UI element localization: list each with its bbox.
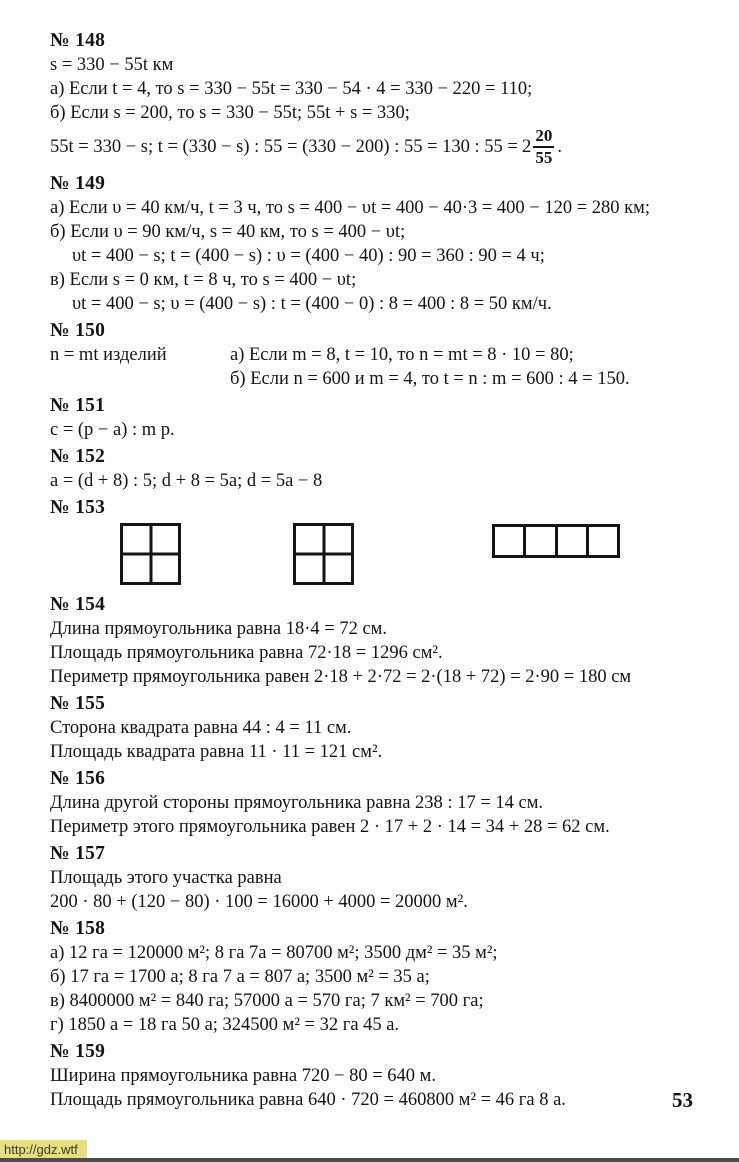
problem-150-given: n = mt изделий [50,345,167,365]
problem-158-item-v: в) 8400000 м² = 840 га; 57000 а = 570 га; 7 км² = 700 га; [50,991,484,1011]
problem-156-header: № 156 [50,768,106,789]
fraction [533,127,554,167]
problem-155-header: № 155 [50,693,106,714]
problem-152-header: № 152 [50,446,106,467]
problem-154-header: № 154 [50,594,106,615]
fraction-numerator: 20 [533,127,554,148]
problem-154-line-3: Периметр прямоугольника равен 2·18 + 2·72 = 2·(18 + 72) = 2·90 = 180 см [50,667,632,687]
gdz-watermark: http://gdz.wtf [0,1140,87,1159]
problem-150-item-b: б) Если n = 600 и m = 4, то t = n : m = 600 : 4 = 150. [230,369,630,389]
grid-horizontal-line [296,553,351,556]
problem-152-line: a = (d + 8) : 5; d + 8 = 5a; d = 5a − 8 [50,471,323,491]
fraction-denominator: 55 [535,148,553,167]
problem-158-item-g: г) 1850 а = 18 га 50 а; 324500 м² = 32 га 45 а. [50,1015,400,1035]
problem-148-solution-line [50,125,701,169]
problem-153-header: № 153 [50,497,106,518]
problem-148-item-a: а) Если t = 4, то s = 330 − 55t = 330 − 54 · 4 = 330 − 220 = 110; [50,79,533,99]
problem-156-line-2: Периметр этого прямоугольника равен 2 · 17 + 2 · 14 = 34 + 28 = 62 см. [50,817,610,837]
problem-154-line-1: Длина прямоугольника равна 18·4 = 72 см. [50,619,387,639]
scan-bottom-edge [0,1158,739,1162]
square-cell [589,527,617,555]
problem-157-header: № 157 [50,843,106,864]
problem-149-item-v: в) Если s = 0 км, t = 8 ч, то s = 400 − υt; [50,270,357,290]
problem-149-header: № 149 [50,173,106,194]
problem-159-line-1: Ширина прямоугольника равна 720 − 80 = 640 м. [50,1066,437,1086]
square-cell [495,527,526,555]
square-cell [526,527,557,555]
problem-150-items [230,343,630,391]
problem-154-line-2: Площадь прямоугольника равна 72·18 = 1296 см². [50,643,443,663]
problem-157-line-2: 200 · 80 + (120 − 80) · 100 = 16000 + 4000 = 20000 м². [50,892,468,912]
problem-151-line: c = (p − a) : m р. [50,420,175,440]
problem-158-header: № 158 [50,918,106,939]
problem-153-figures [120,523,701,588]
problem-158-item-a: а) 12 га = 120000 м²; 8 га 7а = 80700 м²; 3500 дм² = 35 м²; [50,943,498,963]
problem-149-item-b-cont: υt = 400 − s; t = (400 − s) : υ = (400 − 40) : 90 = 360 : 90 = 4 ч; [72,246,545,266]
problem-158-item-b: б) 17 га = 1700 а; 8 га 7 а = 807 а; 3500 м² = 35 а; [50,967,430,987]
page-number: 53 [672,1088,693,1112]
problem-150-item-a: а) Если m = 8, t = 10, то n = mt = 8 · 10 = 80; [230,345,574,365]
problem-148-header: № 148 [50,30,106,51]
problem-155-line-2: Площадь квадрата равна 11 · 11 = 121 см². [50,742,383,762]
problem-149-item-b: б) Если υ = 90 км/ч, s = 40 км, то s = 400 − υt; [50,222,406,242]
problem-156-line-1: Длина другой стороны прямоугольника равна 238 : 17 = 14 см. [50,793,544,813]
problem-148-item-b: б) Если s = 200, то s = 330 − 55t; 55t + s = 330; [50,103,410,123]
fraction-whole: 2 [521,136,532,157]
problem-159-line-2: Площадь прямоугольника равна 640 · 720 = 460800 м² = 46 га 8 а. [50,1090,566,1110]
row-1x4-squares-figure [492,524,620,558]
problem-150-header: № 150 [50,320,106,341]
problem-149-item-a: а) Если υ = 40 км/ч, t = 3 ч, то s = 400 − υt = 400 − 40·3 = 400 − 120 = 280 км; [50,198,650,218]
problem-155-line-1: Сторона квадрата равна 44 : 4 = 11 см. [50,718,352,738]
problem-159-header: № 159 [50,1041,106,1062]
problem-151-header: № 151 [50,395,106,416]
square-2x2-grid-figure [120,523,181,585]
solution-suffix: . [557,137,562,157]
problem-149-item-v-cont: υt = 400 − s; υ = (400 − s) : t = (400 − 0) : 8 = 400 : 8 = 50 км/ч. [72,294,552,314]
problem-150-body [50,343,701,391]
problem-157-line-1: Площадь этого участка равна [50,868,282,888]
problem-148-given: s = 330 − 55t км [50,55,174,75]
solution-prefix: 55t = 330 − s; t = (330 − s) : 55 = (330 − 200) : 55 = 130 : 55 = [50,137,518,157]
grid-horizontal-line [123,553,178,556]
square-2x2-grid-figure [293,523,354,585]
square-cell [558,527,589,555]
